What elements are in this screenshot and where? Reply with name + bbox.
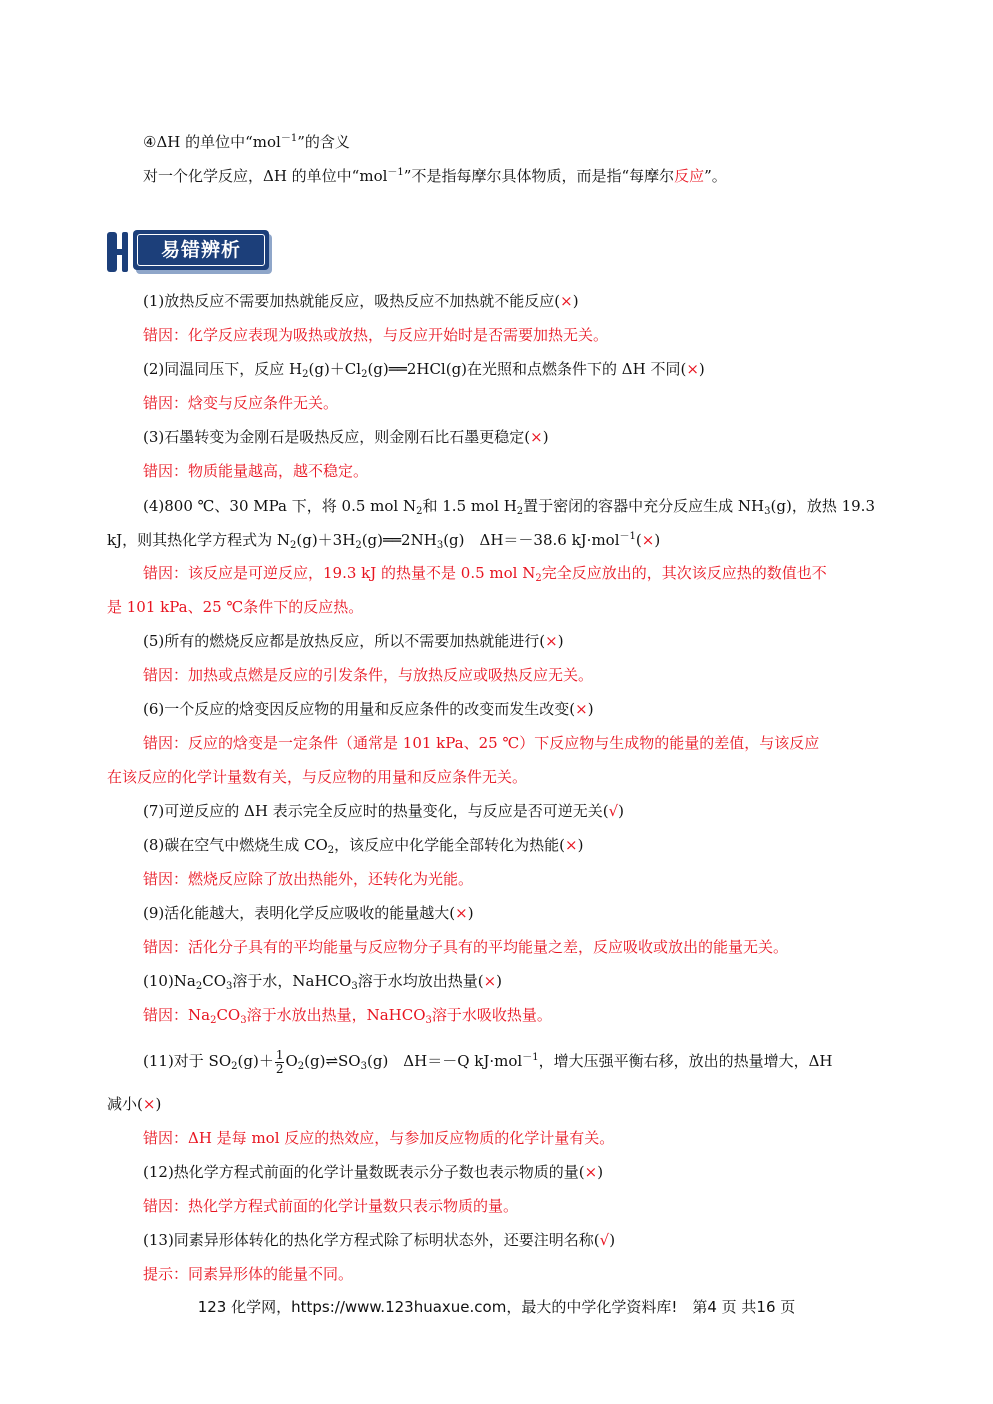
question-12 xyxy=(143,1162,603,1182)
reason-11: 错因：ΔH 是每 mol 反应的热效应，与参加反应物质的化学计量有关。 xyxy=(143,1129,615,1147)
question-1 xyxy=(143,291,579,311)
text-run: ) xyxy=(155,1095,162,1113)
text-run: (g)＋Cl xyxy=(308,360,362,378)
reason-10 xyxy=(143,1005,552,1025)
subscript: 2 xyxy=(195,981,203,992)
question-11-line1 xyxy=(143,1046,833,1076)
text-run: 对一个化学反应，ΔH 的单位中“mol xyxy=(143,167,388,185)
text-run: 完全反应放出的，其次该反应热的数值也不 xyxy=(541,564,827,582)
question-text: (12)热化学方程式前面的化学计量数既表示分子数也表示物质的量( xyxy=(143,1163,585,1181)
question-4-line1 xyxy=(143,496,875,516)
subscript: 2 xyxy=(416,506,423,517)
reason-3: 错因：物质能量越高，越不稳定。 xyxy=(143,462,369,480)
text-run: CO xyxy=(216,1006,241,1024)
text-run: (g)⇌SO xyxy=(304,1052,361,1070)
text-run: 溶于水，NaHCO xyxy=(232,972,352,990)
subscript: 2 xyxy=(231,1061,238,1072)
question-text: (3)石墨转变为金刚石是吸热反应，则金刚石比石墨更稳定( xyxy=(143,428,531,446)
section-heading-badge xyxy=(107,230,269,274)
text-run: (11)对于 SO xyxy=(143,1052,232,1070)
text-run: ) xyxy=(496,972,502,990)
text-run: ，增大压强平衡右移，放出的热量增大，ΔH xyxy=(538,1052,833,1070)
reason-5: 错因：加热或点燃是反应的引发条件，与放热反应或吸热反应无关。 xyxy=(143,666,594,684)
text-run: (g)＋3H xyxy=(296,531,356,549)
text-run: ) xyxy=(597,1163,604,1181)
answer-mark: × xyxy=(483,972,497,990)
text-run: (g)＋ xyxy=(237,1052,274,1070)
subscript: 2 xyxy=(297,1061,305,1072)
text-run: ) xyxy=(572,292,579,310)
question-text: (6)一个反应的焓变因反应物的用量和反应条件的改变而发生改变( xyxy=(143,700,576,718)
text-run: ) xyxy=(577,836,584,854)
question-6 xyxy=(143,699,594,719)
reason-8: 错因：燃烧反应除了放出热能外，还转化为光能。 xyxy=(143,870,474,888)
text-run: 溶于水吸收热量。 xyxy=(431,1006,552,1024)
text-run: ”的含义 xyxy=(297,133,350,151)
question-9 xyxy=(143,903,474,923)
reason-4-line1 xyxy=(143,563,827,583)
text-run: 错因：该反应是可逆反应，19.3 kJ 的热量不是 0.5 mol N xyxy=(143,564,536,582)
text-run: ) xyxy=(557,632,564,650)
text-run: kJ，则其热化学方程式为 N xyxy=(107,531,290,549)
reason-6-line1: 错因：反应的焓变是一定条件（通常是 101 kPa、25 ℃）下反应物与生成物的能量的差值，与该反应 xyxy=(143,734,820,752)
answer-mark: × xyxy=(560,292,573,310)
subscript: 2 xyxy=(355,540,362,551)
answer-mark: × xyxy=(545,632,558,650)
subscript: 3 xyxy=(436,540,444,551)
subscript: 3 xyxy=(764,506,771,517)
superscript: －1 xyxy=(522,1052,539,1063)
subscript: 2 xyxy=(361,369,368,380)
answer-mark: × xyxy=(584,1163,598,1181)
text-run: 和 1.5 mol H xyxy=(422,497,517,515)
answer-mark: × xyxy=(142,1095,156,1113)
highlight-text: 反应 xyxy=(674,167,705,185)
subscript: 2 xyxy=(327,845,335,856)
superscript: －1 xyxy=(387,167,404,178)
subscript: 3 xyxy=(425,1015,432,1026)
subscript: 2 xyxy=(290,540,297,551)
question-text: (7)可逆反应的 ΔH 表示完全反应时的热量变化，与反应是否可逆无关( xyxy=(143,802,609,820)
text-run: (10)Na xyxy=(143,972,196,990)
answer-mark: × xyxy=(530,428,543,446)
answer-mark: × xyxy=(565,836,578,854)
text-run: ”。 xyxy=(704,167,727,185)
text-run: (g) ΔH＝－Q kJ·mol xyxy=(366,1052,523,1070)
subscript: 3 xyxy=(240,1015,247,1026)
text-run: 错因：Na xyxy=(143,1006,211,1024)
text-run: ( xyxy=(635,531,642,549)
text-run: ”不是指每摩尔具体物质，而是指“每摩尔 xyxy=(403,167,675,185)
question-text: (13)同素异形体转化的热化学方程式除了标明状态外，还要注明名称( xyxy=(143,1231,600,1249)
text-run: ) xyxy=(698,360,705,378)
reason-9: 错因：活化分子具有的平均能量与反应物分子具有的平均能量之差，反应吸收或放出的能量无关。 xyxy=(143,938,789,956)
text-run: 溶于水放出热量，NaHCO xyxy=(246,1006,426,1024)
text-run: ) xyxy=(542,428,549,446)
item4-title xyxy=(143,132,350,152)
text-run: ，该反应中化学能全部转化为热能( xyxy=(334,836,566,854)
text-run: ) xyxy=(467,904,474,922)
question-3 xyxy=(143,427,549,447)
subscript: 3 xyxy=(351,981,358,992)
question-10 xyxy=(143,971,502,991)
text-run: 溶于水均放出热量( xyxy=(357,972,484,990)
question-4-line2 xyxy=(107,530,660,550)
subscript: 2 xyxy=(535,573,542,584)
answer-mark: √ xyxy=(608,802,619,820)
answer-mark: × xyxy=(641,531,655,549)
reason-6-line2: 在该反应的化学计量数有关，与反应物的用量和反应条件无关。 xyxy=(107,768,528,786)
text-run: (g) ΔH＝－38.6 kJ·mol xyxy=(443,531,620,549)
question-5 xyxy=(143,631,564,651)
question-text: (9)活化能越大，表明化学反应吸收的能量越大( xyxy=(143,904,456,922)
question-text: (1)放热反应不需要加热就能反应，吸热反应不加热就不能反应( xyxy=(143,292,561,310)
question-7 xyxy=(143,801,624,821)
question-13 xyxy=(143,1230,615,1250)
superscript: －1 xyxy=(280,133,298,144)
text-run: (2)同温同压下，反应 H xyxy=(143,360,303,378)
text-run: (4)800 ℃、30 MPa 下，将 0.5 mol N xyxy=(143,497,417,515)
text-run: (8)碳在空气中燃烧生成 CO xyxy=(143,836,328,854)
reason-1: 错因：化学反应表现为吸热或放热，与反应开始时是否需要加热无关。 xyxy=(143,326,609,344)
text-run: O xyxy=(285,1052,298,1070)
text-run: ) xyxy=(618,802,624,820)
superscript: －1 xyxy=(619,531,636,542)
badge-connector xyxy=(115,249,127,255)
answer-mark: × xyxy=(575,700,588,718)
text-run: (g)══2HCl(g)在光照和点燃条件下的 ΔH 不同( xyxy=(367,360,687,378)
answer-mark: × xyxy=(455,904,468,922)
text-run: (g)，放热 19.3 xyxy=(770,497,875,515)
text-run: CO xyxy=(202,972,227,990)
subscript: 3 xyxy=(226,981,233,992)
reason-4-line2: 是 101 kPa、25 ℃条件下的反应热。 xyxy=(107,598,364,616)
denominator: 2 xyxy=(275,1061,284,1076)
subscript: 2 xyxy=(210,1015,217,1026)
text-run: 置于密闭的容器中充分反应生成 NH xyxy=(523,497,765,515)
page-footer: 123 化学网，https://www.123huaxue.com，最大的中学化学资料库! 第4 页 共16 页 xyxy=(197,1298,796,1316)
question-11-line2 xyxy=(107,1094,161,1114)
reason-2: 错因：焓变与反应条件无关。 xyxy=(143,394,339,412)
text-run: ) xyxy=(609,1231,616,1249)
item4-body xyxy=(143,166,727,186)
text-run: ) xyxy=(587,700,594,718)
question-text: (5)所有的燃烧反应都是放热反应，所以不需要加热就能进行( xyxy=(143,632,546,650)
reason-12: 错因：热化学方程式前面的化学计量数只表示物质的量。 xyxy=(143,1197,519,1215)
text-run: (g)══2NH xyxy=(361,531,437,549)
hint-13: 提示：同素异形体的能量不同。 xyxy=(143,1265,354,1283)
section-heading: 易错辨析 xyxy=(160,239,241,261)
answer-mark: × xyxy=(686,360,699,378)
question-2 xyxy=(143,359,705,379)
text-run: 减小( xyxy=(107,1095,143,1113)
subscript: 3 xyxy=(360,1061,367,1072)
text-run: ④ΔH 的单位中“mol xyxy=(143,133,281,151)
fraction xyxy=(275,1049,285,1076)
subscript: 2 xyxy=(302,369,309,380)
question-8 xyxy=(143,835,583,855)
subscript: 2 xyxy=(516,506,524,517)
text-run: ) xyxy=(654,531,661,549)
numerator: 1 xyxy=(275,1047,284,1062)
answer-mark: √ xyxy=(599,1231,610,1249)
